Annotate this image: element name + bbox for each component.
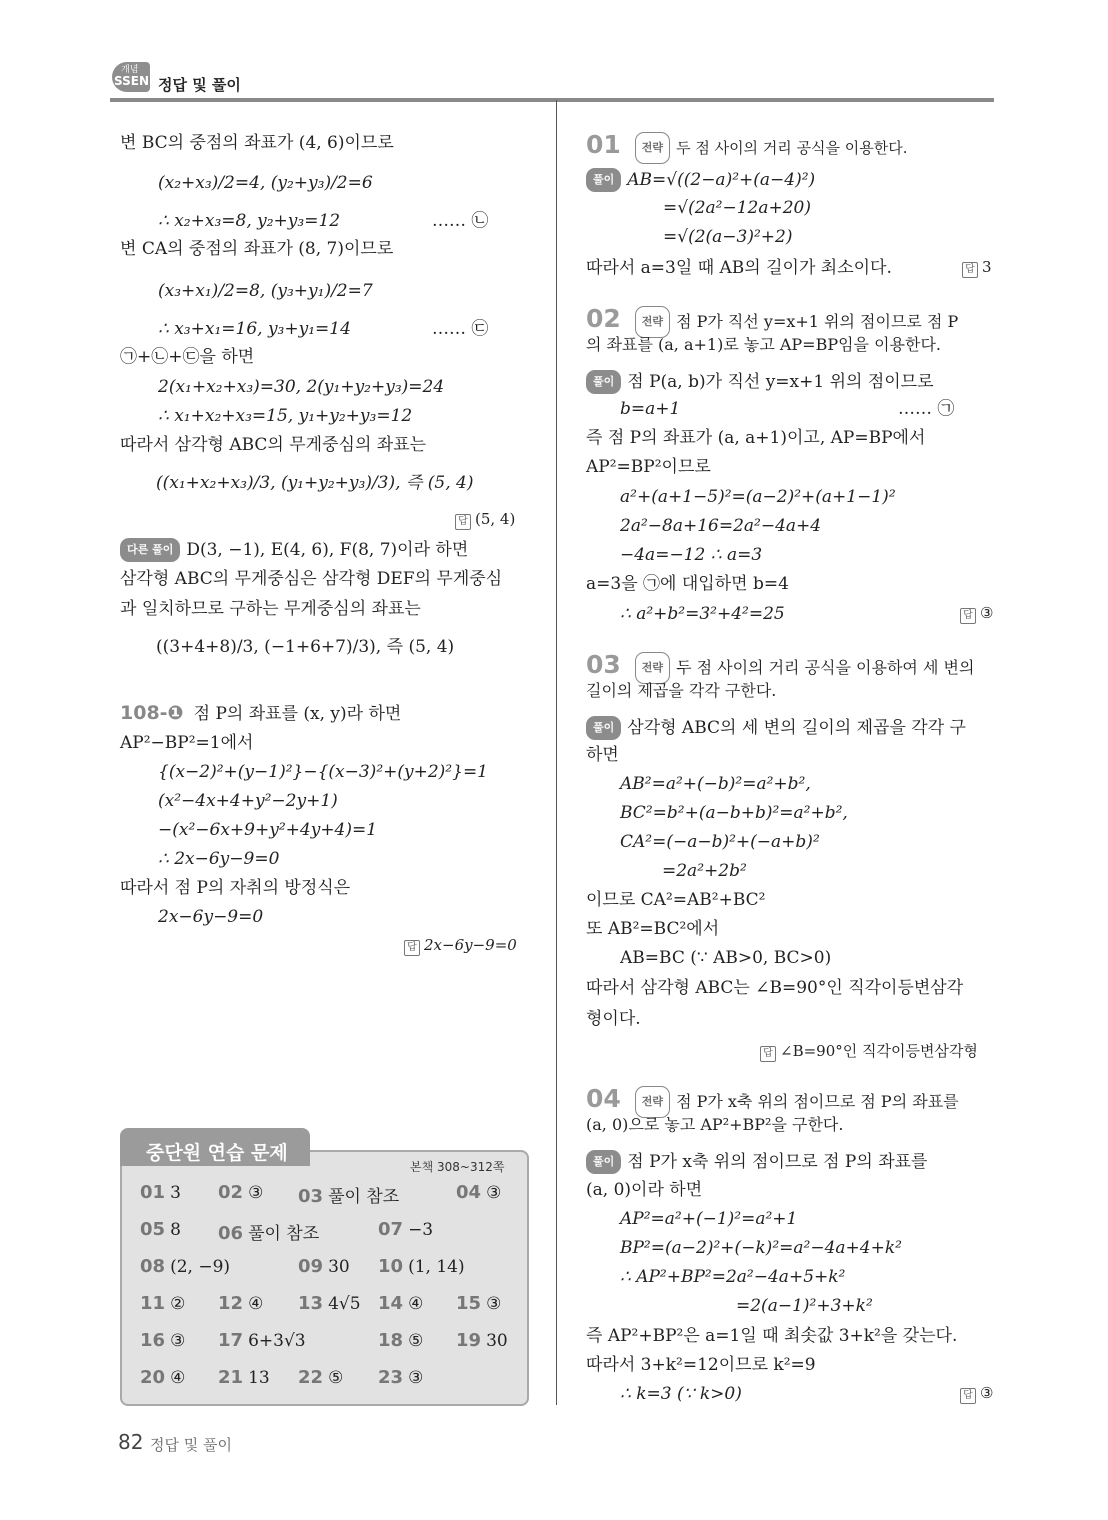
cell-num: 11 bbox=[140, 1293, 166, 1314]
answer-value: ∠B=90°인 직각이등변삼각형 bbox=[780, 1042, 978, 1060]
left-line: (x₂+x₃)/2=4, (y₂+y₃)/2=6 bbox=[158, 173, 373, 193]
practice-cell bbox=[378, 1330, 423, 1351]
cell-num: 20 bbox=[140, 1367, 166, 1388]
cell-num: 03 bbox=[298, 1186, 324, 1207]
answer-mark: 답 bbox=[960, 1388, 976, 1404]
left-line: 따라서 삼각형 ABC의 무게중심의 좌표는 bbox=[120, 435, 427, 455]
sol-line: CA²=(−a−b)²+(−a+b)² bbox=[620, 832, 820, 852]
practice-cell bbox=[140, 1293, 185, 1314]
strategy-text: 두 점 사이의 거리 공식을 이용하여 세 변의 bbox=[676, 658, 975, 677]
alt-line: ((3+4+8)/3, (−1+6+7)/3), 즉 (5, 4) bbox=[156, 637, 455, 657]
cell-val: ⑤ bbox=[408, 1331, 424, 1351]
answer-mark: 답 bbox=[962, 262, 978, 278]
answer-mark: 답 bbox=[455, 514, 471, 530]
sol-line: a²+(a+1−5)²=(a−2)²+(a+1−1)² bbox=[620, 487, 896, 507]
problem-108 bbox=[120, 702, 401, 725]
answer-value: ③ bbox=[980, 604, 994, 622]
answer bbox=[455, 510, 515, 530]
strategy-badge: 전략 bbox=[635, 652, 670, 684]
sol-line: 따라서 3+k²=12이므로 k²=9 bbox=[586, 1355, 816, 1375]
answer-value: 2x−6y−9=0 bbox=[424, 936, 517, 954]
practice-cell bbox=[140, 1330, 185, 1351]
strategy-badge: 전략 bbox=[635, 306, 670, 338]
practice-cell bbox=[298, 1182, 399, 1207]
cell-val: 4√5 bbox=[328, 1294, 361, 1314]
sol-line: 또 AB²=BC²에서 bbox=[586, 919, 720, 939]
cell-num: 23 bbox=[378, 1367, 404, 1388]
sol-line: =√(2(a−3)²+2) bbox=[663, 227, 793, 247]
cell-val: ④ bbox=[170, 1368, 186, 1388]
strategy-badge: 전략 bbox=[635, 132, 670, 164]
q04-sol bbox=[586, 1150, 927, 1174]
q02-sol bbox=[586, 370, 934, 394]
sol-line: AP²=a²+(−1)²=a²+1 bbox=[620, 1209, 798, 1229]
cell-num: 09 bbox=[298, 1256, 324, 1277]
footer-text: 정답 및 풀이 bbox=[150, 1436, 232, 1454]
cell-val: ③ bbox=[170, 1331, 186, 1351]
cell-val: ⑤ bbox=[328, 1368, 344, 1388]
cell-num: 05 bbox=[140, 1219, 166, 1240]
cell-val: 풀이 참조 bbox=[328, 1187, 400, 1207]
p108-line: 따라서 점 P의 자취의 방정식은 bbox=[120, 878, 351, 898]
page-number: 82 bbox=[118, 1430, 144, 1454]
sol-line: 따라서 삼각형 ABC는 ∠B=90°인 직각이등변삼각 bbox=[586, 978, 964, 998]
sol-line: AB=√((2−a)²+(a−4)²) bbox=[627, 170, 816, 190]
cell-val: ③ bbox=[248, 1183, 264, 1203]
practice-cell bbox=[378, 1219, 433, 1240]
solution-badge: 풀이 bbox=[586, 168, 621, 192]
problem-number: 03 bbox=[586, 650, 621, 679]
p108-line: 점 P의 좌표를 (x, y)라 하면 bbox=[193, 704, 402, 724]
cell-val: 30 bbox=[486, 1331, 508, 1351]
header-title: 정답 및 풀이 bbox=[158, 76, 241, 94]
cell-val: ④ bbox=[248, 1294, 264, 1314]
sol-line: ∴ k=3 (∵ k>0) bbox=[620, 1384, 742, 1404]
column-divider bbox=[556, 100, 557, 1405]
sol-line: ∴ AP²+BP²=2a²−4a+5+k² bbox=[620, 1267, 846, 1287]
problem-number: 108-❶ bbox=[120, 702, 184, 724]
cell-num: 10 bbox=[378, 1256, 404, 1277]
cell-num: 15 bbox=[456, 1293, 482, 1314]
practice-cell bbox=[456, 1330, 508, 1351]
practice-cell bbox=[140, 1219, 181, 1240]
cell-val: ③ bbox=[486, 1183, 502, 1203]
sol-line: =2a²+2b² bbox=[662, 861, 747, 881]
p108-line: AP²−BP²=1에서 bbox=[120, 733, 254, 753]
practice-cell bbox=[298, 1293, 361, 1314]
cell-num: 16 bbox=[140, 1330, 166, 1351]
practice-cell bbox=[298, 1256, 350, 1277]
logo-main: SSEN bbox=[114, 74, 149, 88]
answer-value: ③ bbox=[980, 1384, 994, 1402]
practice-cell bbox=[378, 1256, 465, 1277]
practice-ref: 본책 308~312쪽 bbox=[410, 1160, 505, 1174]
practice-cell bbox=[218, 1367, 270, 1388]
answer-mark: 답 bbox=[760, 1046, 776, 1062]
alt-line: 삼각형 ABC의 무게중심은 삼각형 DEF의 무게중심 bbox=[120, 569, 503, 589]
cell-num: 06 bbox=[218, 1223, 244, 1244]
p108-line: 2x−6y−9=0 bbox=[158, 907, 264, 927]
cell-val: 13 bbox=[248, 1368, 270, 1388]
solution-badge: 풀이 bbox=[586, 1150, 621, 1174]
alt-line: D(3, −1), E(4, 6), F(8, 7)이라 하면 bbox=[186, 540, 469, 560]
sol-line: ∴ a²+b²=3²+4²=25 bbox=[620, 604, 785, 624]
cell-num: 04 bbox=[456, 1182, 482, 1203]
sol-line: (a, 0)이라 하면 bbox=[586, 1180, 703, 1200]
cell-val: 3 bbox=[170, 1183, 181, 1203]
problem-number: 04 bbox=[586, 1084, 621, 1113]
sol-line: AB²=a²+(−b)²=a²+b², bbox=[620, 774, 811, 794]
sol-line: 즉 AP²+BP²은 a=1일 때 최솟값 3+k²을 갖는다. bbox=[586, 1326, 958, 1346]
cell-num: 02 bbox=[218, 1182, 244, 1203]
left-line: 2(x₁+x₂+x₃)=30, 2(y₁+y₂+y₃)=24 bbox=[158, 377, 445, 397]
left-line: ∴ x₁+x₂+x₃=15, y₁+y₂+y₃=12 bbox=[158, 406, 413, 426]
cell-num: 07 bbox=[378, 1219, 404, 1240]
practice-title: 중단원 연습 문제 bbox=[146, 1142, 288, 1164]
cell-val: ③ bbox=[486, 1294, 502, 1314]
strategy-text: 점 P가 직선 y=x+1 위의 점이므로 점 P bbox=[676, 312, 959, 331]
cell-num: 12 bbox=[218, 1293, 244, 1314]
sol-line: 삼각형 ABC의 세 변의 길이의 제곱을 각각 구 bbox=[627, 718, 966, 738]
cell-num: 21 bbox=[218, 1367, 244, 1388]
sol-line: =2(a−1)²+3+k² bbox=[736, 1296, 873, 1316]
sol-line: AP²=BP²이므로 bbox=[586, 457, 711, 477]
cell-val: (1, 14) bbox=[408, 1257, 465, 1277]
answer bbox=[960, 1384, 993, 1404]
marker: …… ㉡ bbox=[432, 211, 489, 231]
sol-line: BC²=b²+(a−b+b)²=a²+b², bbox=[620, 803, 848, 823]
q01-heading bbox=[586, 130, 908, 164]
answer-mark: 답 bbox=[960, 608, 976, 624]
left-line: 변 CA의 중점의 좌표가 (8, 7)이므로 bbox=[120, 239, 394, 259]
practice-cell bbox=[378, 1293, 423, 1314]
p108-line: ∴ 2x−6y−9=0 bbox=[158, 849, 280, 869]
left-line: ∴ x₃+x₁=16, y₃+y₁=14 bbox=[158, 319, 351, 339]
p108-line: (x²−4x+4+y²−2y+1) bbox=[158, 791, 338, 811]
answer-value: (5, 4) bbox=[475, 510, 516, 528]
q03-sol bbox=[586, 716, 966, 740]
sol-line: 이므로 CA²=AB²+BC² bbox=[586, 890, 766, 910]
cell-num: 14 bbox=[378, 1293, 404, 1314]
left-line: (x₃+x₁)/2=8, (y₃+y₁)/2=7 bbox=[158, 281, 373, 301]
practice-cell bbox=[140, 1182, 181, 1203]
left-line: ㉠+㉡+㉢을 하면 bbox=[120, 347, 255, 367]
q02-heading bbox=[586, 304, 958, 338]
practice-cell bbox=[218, 1219, 319, 1244]
practice-cell bbox=[456, 1182, 501, 1203]
sol-line: 하면 bbox=[586, 745, 619, 765]
cell-num: 01 bbox=[140, 1182, 166, 1203]
q04-heading bbox=[586, 1084, 959, 1118]
left-line: 변 BC의 중점의 좌표가 (4, 6)이므로 bbox=[120, 133, 394, 153]
alt-badge: 다른 풀이 bbox=[120, 538, 180, 562]
answer bbox=[404, 936, 517, 956]
sol-line: 2a²−8a+16=2a²−4a+4 bbox=[620, 516, 822, 536]
cell-val: 30 bbox=[328, 1257, 350, 1277]
sol-line: −4a=−12 ∴ a=3 bbox=[620, 545, 763, 565]
answer bbox=[760, 1040, 978, 1062]
cell-val: ② bbox=[170, 1294, 186, 1314]
cell-val: ③ bbox=[408, 1368, 424, 1388]
left-line: ((x₁+x₂+x₃)/3, (y₁+y₂+y₃)/3), 즉 (5, 4) bbox=[156, 473, 474, 493]
strategy-text: (a, 0)으로 놓고 AP²+BP²을 구한다. bbox=[586, 1115, 844, 1134]
strategy-badge: 전략 bbox=[635, 1086, 670, 1118]
practice-cell bbox=[218, 1182, 263, 1203]
answer-mark: 답 bbox=[404, 940, 420, 956]
strategy-text: 의 좌표를 (a, a+1)로 놓고 AP=BP임을 이용한다. bbox=[586, 335, 942, 354]
practice-cell bbox=[218, 1330, 306, 1351]
alt-solution bbox=[120, 538, 468, 562]
p108-line: −(x²−6x+9+y²+4y+4)=1 bbox=[158, 820, 378, 840]
alt-line: 과 일치하므로 구하는 무게중심의 좌표는 bbox=[120, 599, 421, 619]
cell-num: 17 bbox=[218, 1330, 244, 1351]
answer-value: 3 bbox=[982, 258, 992, 276]
practice-cell bbox=[298, 1367, 343, 1388]
sol-line: 점 P(a, b)가 직선 y=x+1 위의 점이므로 bbox=[627, 372, 934, 392]
sol-line: 따라서 a=3일 때 AB의 길이가 최소이다. bbox=[586, 258, 892, 278]
cell-val: 8 bbox=[170, 1220, 181, 1240]
logo-top: 개념 bbox=[121, 65, 139, 75]
solution-badge: 풀이 bbox=[586, 370, 621, 394]
practice-cell bbox=[378, 1367, 423, 1388]
strategy-text: 점 P가 x축 위의 점이므로 점 P의 좌표를 bbox=[676, 1092, 959, 1111]
cell-val: (2, −9) bbox=[170, 1257, 231, 1277]
cell-val: 6+3√3 bbox=[248, 1331, 306, 1351]
problem-number: 01 bbox=[586, 130, 621, 159]
practice-cell bbox=[456, 1293, 501, 1314]
sol-line: 점 P가 x축 위의 점이므로 점 P의 좌표를 bbox=[627, 1152, 928, 1172]
q03-heading bbox=[586, 650, 974, 684]
sol-line: b=a+1 bbox=[620, 399, 681, 419]
marker: …… ㉢ bbox=[432, 319, 489, 339]
strategy-text: 길이의 제곱을 각각 구한다. bbox=[586, 681, 777, 700]
sol-line: =√(2a²−12a+20) bbox=[663, 198, 811, 218]
q01-sol bbox=[586, 168, 815, 192]
problem-number: 02 bbox=[586, 304, 621, 333]
cell-num: 18 bbox=[378, 1330, 404, 1351]
p108-line: {(x−2)²+(y−1)²}−{(x−3)²+(y+2)²}=1 bbox=[158, 762, 488, 782]
marker: …… ㉠ bbox=[898, 399, 955, 419]
sol-line: BP²=(a−2)²+(−k)²=a²−4a+4+k² bbox=[620, 1238, 902, 1258]
answer bbox=[962, 258, 992, 278]
sol-line: a=3을 ㉠에 대입하면 b=4 bbox=[586, 574, 789, 594]
cell-num: 08 bbox=[140, 1256, 166, 1277]
answer bbox=[960, 604, 993, 624]
cell-val: −3 bbox=[408, 1220, 434, 1240]
cell-val: ④ bbox=[408, 1294, 424, 1314]
left-line: ∴ x₂+x₃=8, y₂+y₃=12 bbox=[158, 211, 341, 231]
practice-cell bbox=[140, 1256, 230, 1277]
sol-line: AB=BC (∵ AB>0, BC>0) bbox=[620, 948, 832, 968]
practice-cell bbox=[218, 1293, 263, 1314]
solution-badge: 풀이 bbox=[586, 716, 621, 740]
sol-line: 형이다. bbox=[586, 1009, 641, 1029]
practice-cell bbox=[140, 1367, 185, 1388]
strategy-text: 두 점 사이의 거리 공식을 이용한다. bbox=[676, 139, 908, 157]
cell-num: 13 bbox=[298, 1293, 324, 1314]
header-rule bbox=[110, 98, 994, 102]
cell-val: 풀이 참조 bbox=[248, 1224, 320, 1244]
sol-line: 즉 점 P의 좌표가 (a, a+1)이고, AP=BP에서 bbox=[586, 428, 926, 448]
cell-num: 22 bbox=[298, 1367, 324, 1388]
cell-num: 19 bbox=[456, 1330, 482, 1351]
